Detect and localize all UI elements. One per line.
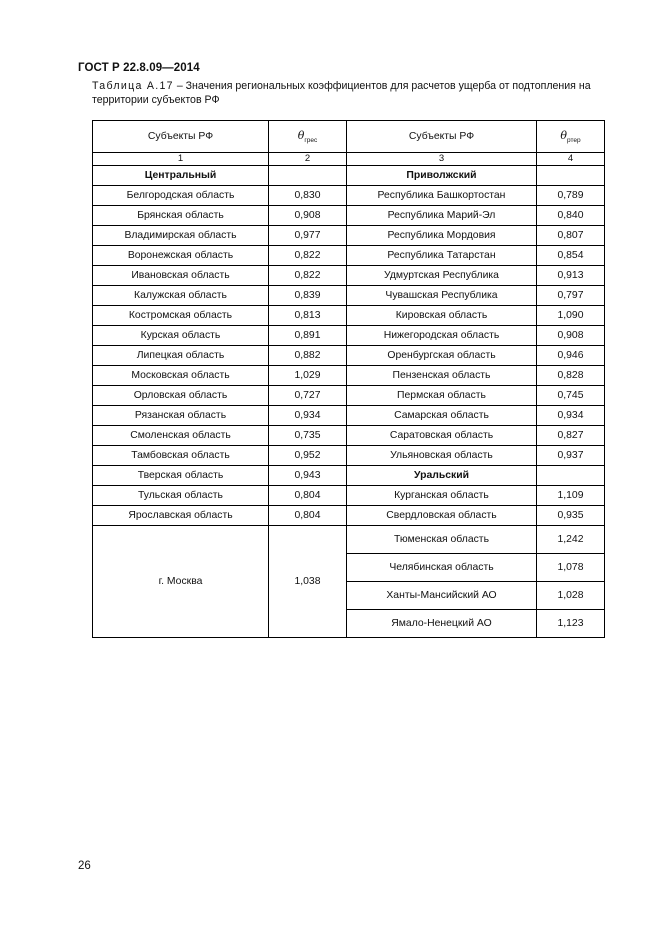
coefficients-table: [92, 120, 605, 638]
coefficient-value: 0,937: [537, 446, 605, 466]
coefficient-value: 0,813: [269, 306, 347, 326]
empty-cell: [537, 166, 605, 186]
column-header-subjects-1: Субъекты РФ: [93, 121, 269, 153]
coefficient-value: 0,908: [269, 206, 347, 226]
subject-name: Орловская область: [93, 386, 269, 406]
subject-name: Кировская область: [347, 306, 537, 326]
coefficient-value: 0,891: [269, 326, 347, 346]
coefficient-value: 0,827: [537, 426, 605, 446]
coefficient-value: 0,822: [269, 246, 347, 266]
subject-name: Чувашская Республика: [347, 286, 537, 306]
subject-name: Брянская область: [93, 206, 269, 226]
coefficient-value: 0,934: [537, 406, 605, 426]
subject-name: Ханты-Мансийский АО: [347, 582, 537, 610]
subject-name: Владимирская область: [93, 226, 269, 246]
coefficient-value: 0,946: [537, 346, 605, 366]
table-row: [93, 246, 605, 266]
coefficient-value: 1,028: [537, 582, 605, 610]
coefficient-value: 0,830: [269, 186, 347, 206]
column-header-subjects-2: Субъекты РФ: [347, 121, 537, 153]
subject-name: Оренбургская область: [347, 346, 537, 366]
subject-name: Тульская область: [93, 486, 269, 506]
subject-name: Смоленская область: [93, 426, 269, 446]
column-header-coefficient-1: $\theta_{грес}$: [269, 121, 347, 153]
coefficient-value: 0,828: [537, 366, 605, 386]
subject-name: Костромская область: [93, 306, 269, 326]
table-row: [93, 186, 605, 206]
table-row: [93, 266, 605, 286]
subject-name: Ямало-Ненецкий АО: [347, 610, 537, 638]
subject-name: Воронежская область: [93, 246, 269, 266]
subject-name: Белгородская область: [93, 186, 269, 206]
coefficient-value: 0,977: [269, 226, 347, 246]
subject-name: Нижегородская область: [347, 326, 537, 346]
coefficient-value: 0,854: [537, 246, 605, 266]
subject-name: Республика Татарстан: [347, 246, 537, 266]
table-row: [93, 206, 605, 226]
coefficient-value: 0,882: [269, 346, 347, 366]
subject-name: Самарская область: [347, 406, 537, 426]
coefficient-value: 0,943: [269, 466, 347, 486]
coefficient-value: 0,807: [537, 226, 605, 246]
subject-name: Тюменская область: [347, 526, 537, 554]
table-row: [93, 366, 605, 386]
subject-name: Свердловская область: [347, 506, 537, 526]
subject-name: Ярославская область: [93, 506, 269, 526]
table-caption-label: Таблица А.17: [92, 80, 174, 92]
coefficient-value: 0,804: [269, 486, 347, 506]
subject-name: г. Москва: [93, 526, 269, 638]
subject-name: Рязанская область: [93, 406, 269, 426]
coefficient-value: 0,952: [269, 446, 347, 466]
table-row: [93, 326, 605, 346]
subject-name: Московская область: [93, 366, 269, 386]
table-row: [93, 386, 605, 406]
coefficient-value: 1,078: [537, 554, 605, 582]
table-row: [93, 286, 605, 306]
coefficient-value: 0,934: [269, 406, 347, 426]
subject-name: Калужская область: [93, 286, 269, 306]
table-row: [93, 466, 605, 486]
subject-name: Пензенская область: [347, 366, 537, 386]
subject-name: Республика Башкортостан: [347, 186, 537, 206]
group-ural: Уральский: [347, 466, 537, 486]
subject-name: Тверская область: [93, 466, 269, 486]
empty-cell: [269, 166, 347, 186]
column-number: 2: [269, 153, 347, 166]
coefficient-value: 0,935: [537, 506, 605, 526]
page-number: 26: [78, 860, 91, 872]
subject-name: Челябинская область: [347, 554, 537, 582]
coefficient-value: 0,789: [537, 186, 605, 206]
coefficient-value: 1,029: [269, 366, 347, 386]
table-row: [93, 526, 605, 554]
column-header-coefficient-2: $\theta_{ртер}$: [537, 121, 605, 153]
table-row: [93, 506, 605, 526]
subject-name: Пермская область: [347, 386, 537, 406]
coefficient-value: 0,727: [269, 386, 347, 406]
coefficient-value: 0,839: [269, 286, 347, 306]
subject-name: Ульяновская область: [347, 446, 537, 466]
coefficient-value: 1,123: [537, 610, 605, 638]
subject-name: Удмуртская Республика: [347, 266, 537, 286]
subject-name: Липецкая область: [93, 346, 269, 366]
group-central: Центральный: [93, 166, 269, 186]
coefficient-value: 1,242: [537, 526, 605, 554]
subject-name: Республика Марий-Эл: [347, 206, 537, 226]
column-number: 4: [537, 153, 605, 166]
coefficient-value: 1,109: [537, 486, 605, 506]
empty-cell: [537, 466, 605, 486]
table-row: [93, 226, 605, 246]
table-row: [93, 426, 605, 446]
document-code: ГОСТ Р 22.8.09—2014: [78, 62, 200, 74]
coefficient-value: 0,735: [269, 426, 347, 446]
subject-name: Саратовская область: [347, 426, 537, 446]
column-number: 1: [93, 153, 269, 166]
column-number: 3: [347, 153, 537, 166]
table-row: [93, 346, 605, 366]
table-row: [93, 306, 605, 326]
coefficient-value: 1,090: [537, 306, 605, 326]
coefficient-value: 0,804: [269, 506, 347, 526]
table-caption: [92, 80, 624, 107]
table-caption-text: – Значения региональных коэффициентов для расчетов ущерба от подтопления на территории субъектов РФ: [92, 80, 591, 106]
coefficient-value: 0,822: [269, 266, 347, 286]
subject-name: Курганская область: [347, 486, 537, 506]
group-volga: Приволжский: [347, 166, 537, 186]
coefficient-value: 0,913: [537, 266, 605, 286]
subject-name: Республика Мордовия: [347, 226, 537, 246]
table-row: [93, 446, 605, 466]
subject-name: Ивановская область: [93, 266, 269, 286]
table-row: [93, 406, 605, 426]
coefficient-value: 0,908: [537, 326, 605, 346]
coefficient-value: 0,840: [537, 206, 605, 226]
subject-name: Тамбовская область: [93, 446, 269, 466]
subject-name: Курская область: [93, 326, 269, 346]
table-row: [93, 486, 605, 506]
coefficient-value: 0,745: [537, 386, 605, 406]
coefficient-value: 0,797: [537, 286, 605, 306]
coefficient-value: 1,038: [269, 526, 347, 638]
